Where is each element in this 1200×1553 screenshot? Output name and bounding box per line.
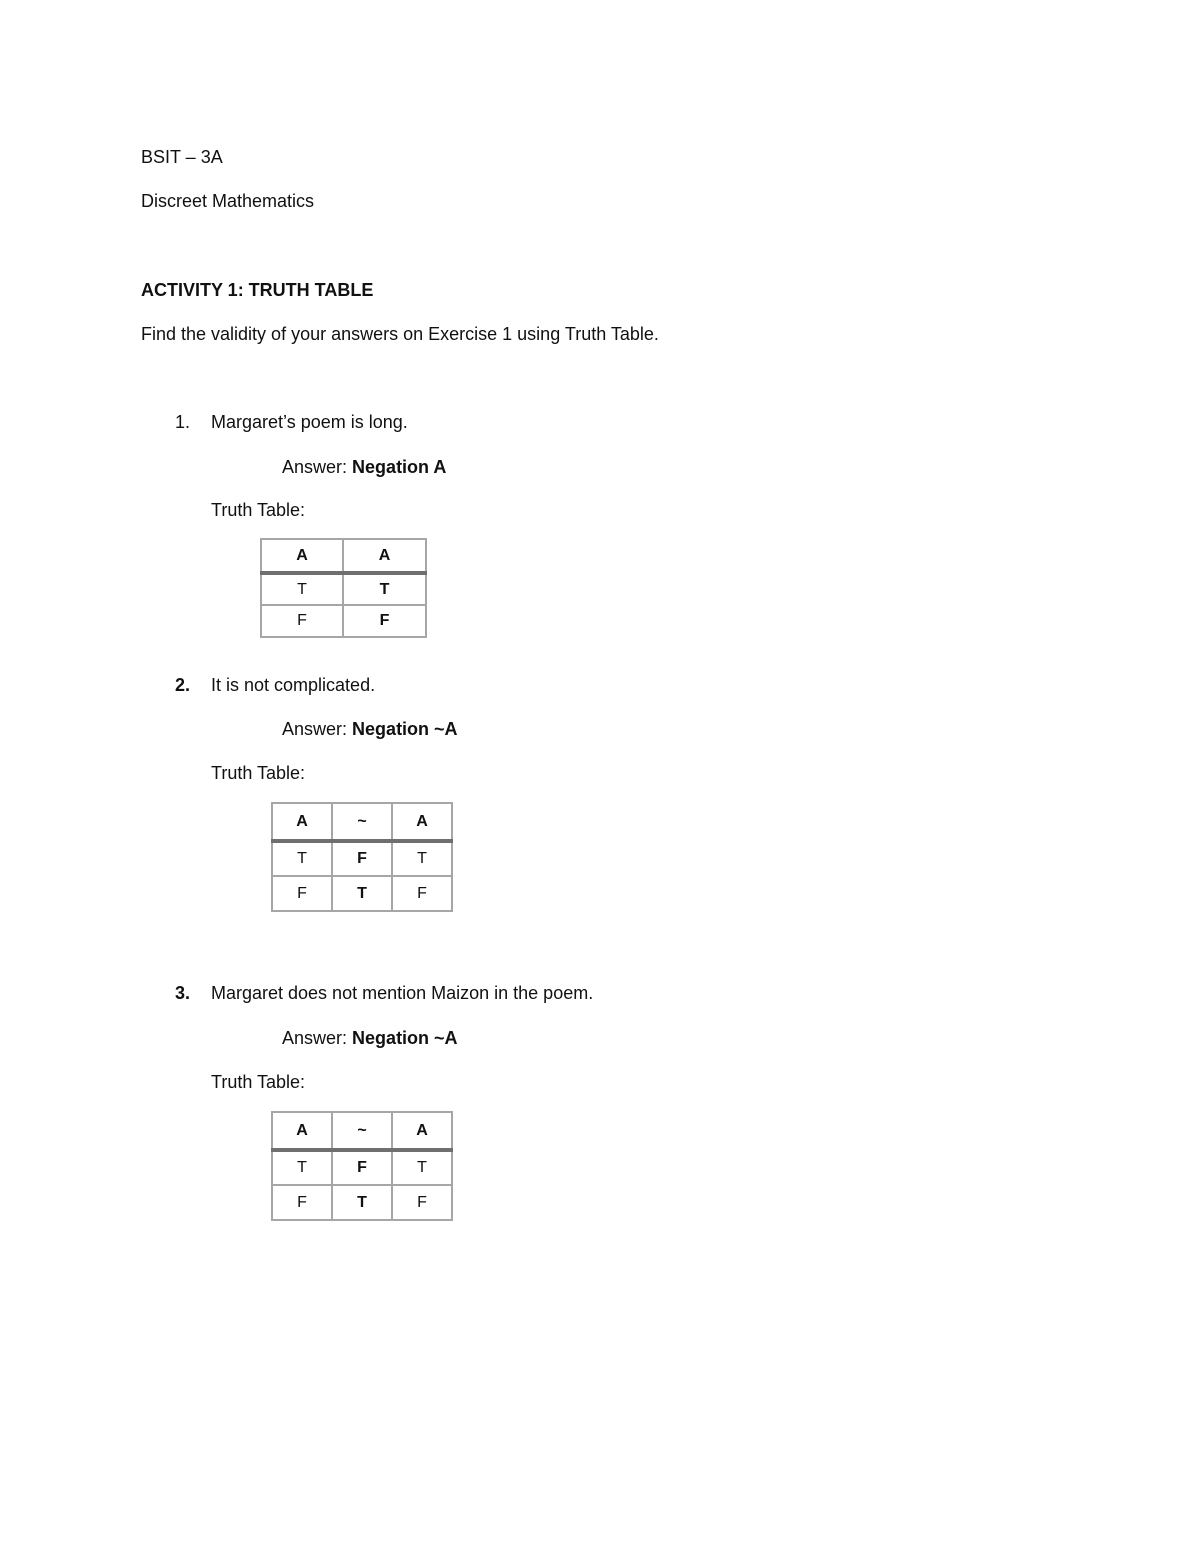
table-row — [272, 876, 452, 911]
table-cell: F — [392, 1185, 452, 1220]
answer-label: Answer: — [282, 457, 348, 477]
table-cell: T — [343, 573, 426, 605]
table-cell: F — [261, 605, 343, 637]
item-number: 2. — [175, 675, 191, 695]
table-cell: T — [261, 573, 343, 605]
truth-table — [260, 538, 427, 638]
answer-value: Negation ~A — [352, 719, 458, 739]
table-header-row — [261, 539, 426, 573]
table-row — [272, 1150, 452, 1185]
truth-table — [271, 1111, 453, 1221]
table-header-cell: A — [261, 539, 343, 573]
table-cell: F — [343, 605, 426, 637]
table-header-cell: A — [392, 1112, 452, 1150]
answer-line — [282, 1027, 458, 1049]
table-cell: T — [332, 876, 392, 911]
table-header-cell: ~ — [332, 1112, 392, 1150]
table-row — [272, 1185, 452, 1220]
table-cell: F — [272, 1185, 332, 1220]
answer-line — [282, 718, 458, 740]
table-header-cell: A — [272, 803, 332, 841]
table-cell: T — [392, 1150, 452, 1185]
item-statement: It is not complicated. — [211, 675, 376, 695]
table-header-cell: ~ — [332, 803, 392, 841]
table-cell: F — [272, 876, 332, 911]
table-header-cell: A — [392, 803, 452, 841]
table-header-cell: A — [272, 1112, 332, 1150]
item-statement: Margaret’s poem is long. — [211, 412, 408, 432]
table-row — [272, 841, 452, 876]
table-cell: F — [332, 1150, 392, 1185]
truth-table — [271, 802, 453, 912]
truth-table-label: Truth Table: — [211, 500, 306, 520]
item-number: 3. — [175, 983, 191, 1003]
table-cell: F — [332, 841, 392, 876]
table-cell: T — [332, 1185, 392, 1220]
table-header-row — [272, 803, 452, 841]
answer-value: Negation A — [352, 457, 447, 477]
activity-title: ACTIVITY 1: TRUTH TABLE — [141, 280, 374, 300]
table-cell: F — [392, 876, 452, 911]
answer-line — [282, 456, 446, 478]
table-cell: T — [272, 1150, 332, 1185]
table-cell: T — [272, 841, 332, 876]
answer-label: Answer: — [282, 719, 348, 739]
class-section: BSIT – 3A — [141, 147, 223, 167]
table-header-row — [272, 1112, 452, 1150]
item-number: 1. — [175, 412, 191, 432]
truth-table-label: Truth Table: — [211, 1072, 306, 1092]
activity-instructions: Find the validity of your answers on Exercise 1 using Truth Table. — [141, 324, 659, 344]
answer-label: Answer: — [282, 1028, 348, 1048]
table-cell: T — [392, 841, 452, 876]
table-row — [261, 573, 426, 605]
course-title: Discreet Mathematics — [141, 191, 315, 211]
truth-table-label: Truth Table: — [211, 763, 306, 783]
item-statement: Margaret does not mention Maizon in the poem. — [211, 983, 594, 1003]
table-row — [261, 605, 426, 637]
answer-value: Negation ~A — [352, 1028, 458, 1048]
table-header-cell: A — [343, 539, 426, 573]
